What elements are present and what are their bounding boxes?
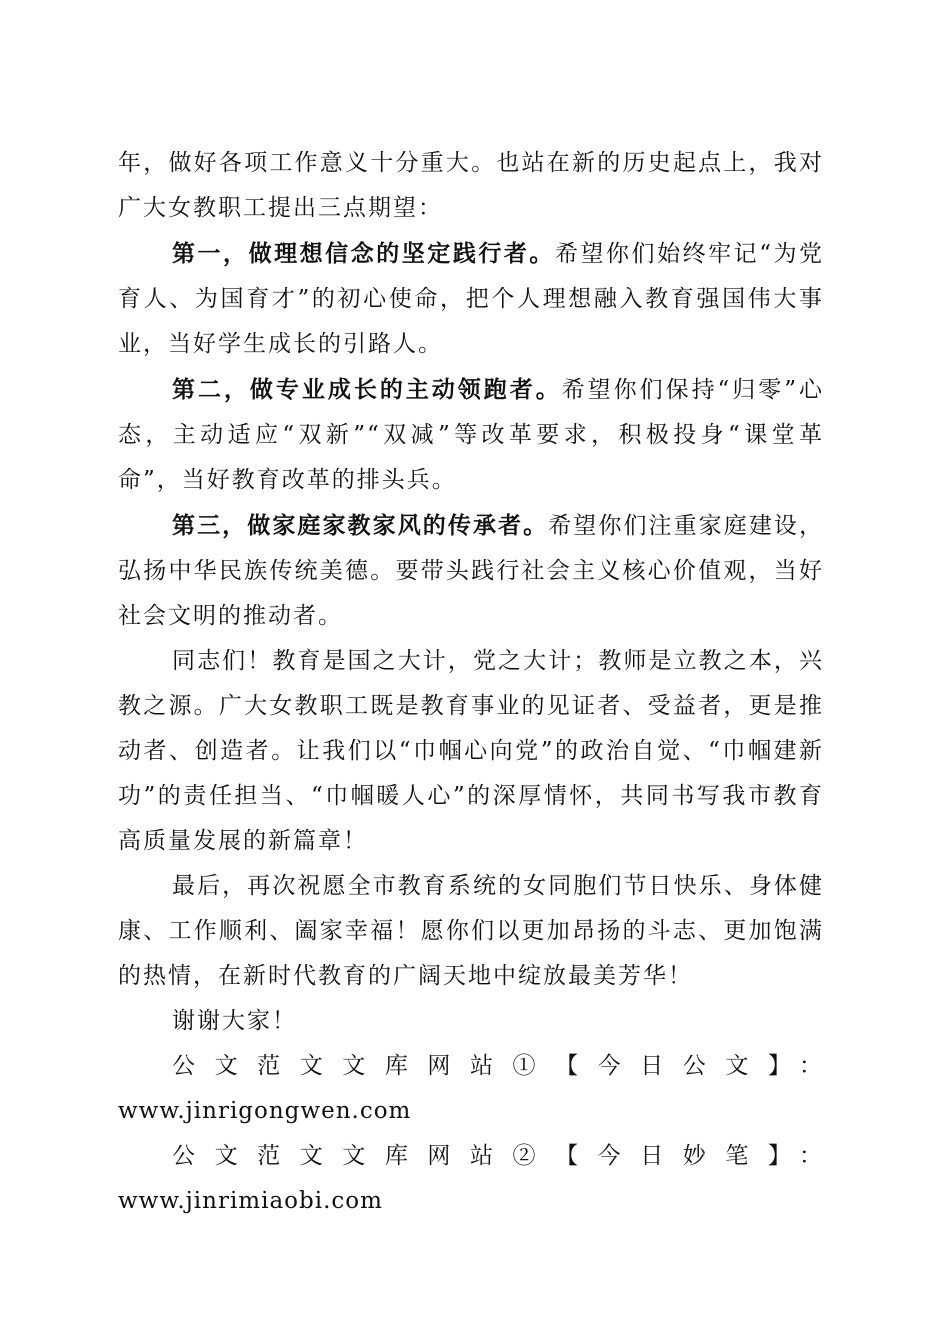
- paragraph-intro: [118, 141, 824, 231]
- footer-link-2: [118, 1134, 824, 1224]
- paragraph-text: 同志们！教育是国之大计，党之大计；教师是立教之本，兴教之源。广大女教职工既是教育事业的见证者、受益者，更是推动者、创造者。让我们以“巾帼心向党”的政治自觉、“巾帼建新功”的责任担当、“巾帼暖人心”的深厚情怀，共同书写我市教育高质量发展的新篇章！: [118, 648, 824, 854]
- footer-link-label: 公文范文文库网站②【今日妙笔】：: [172, 1143, 824, 1169]
- footer-link-url[interactable]: www.jinrimiaobi.com: [118, 1188, 383, 1214]
- footer-link-1-url-line: [118, 1089, 824, 1134]
- footer-link-1: [118, 1044, 824, 1089]
- paragraph-text: 希望你们注重家庭建设，弘扬中华民族传统美德。要带头践行社会主义核心价值观，当好社会文明的推动者。: [118, 513, 825, 629]
- paragraph-text: 年，做好各项工作意义十分重大。也站在新的历史起点上，我对广大女教职工提出三点期望：: [118, 150, 824, 221]
- paragraph-heading: 第三，做家庭家教家风的传承者。: [172, 512, 549, 539]
- paragraph-thanks: [118, 999, 824, 1044]
- paragraph-heading: 第一，做理想信念的坚定践行者。: [172, 240, 555, 267]
- paragraph-comrades: [118, 639, 824, 864]
- paragraph-text: 希望你们始终牢记“为党育人、为国育才”的初心使命，把个人理想融入教育强国伟大事业，当好学生成长的引路人。: [118, 241, 825, 357]
- footer-link-label: 公文范文文库网站①【今日公文】：: [172, 1053, 824, 1079]
- document-body: [118, 141, 824, 1224]
- paragraph-text: 谢谢大家！: [172, 1008, 297, 1034]
- paragraph-point-three: [118, 503, 824, 639]
- paragraph-point-two: [118, 367, 824, 503]
- paragraph-text: 最后，再次祝愿全市教育系统的女同胞们节日快乐、身体健康、工作顺利、阖家幸福！愿你们以更加昂扬的斗志、更加饱满的热情，在新时代教育的广阔天地中绽放最美芳华！: [118, 873, 824, 989]
- footer-link-url[interactable]: www.jinrigongwen.com: [118, 1098, 412, 1124]
- paragraph-point-one: [118, 231, 824, 367]
- paragraph-text: 希望你们保持“归零”心态，主动适应“双新”“双减”等改革要求，积极投身“课堂革命”，当好教育改革的排头兵。: [118, 377, 824, 493]
- paragraph-heading: 第二，做专业成长的主动领跑者。: [172, 376, 562, 403]
- paragraph-wishes: [118, 864, 824, 999]
